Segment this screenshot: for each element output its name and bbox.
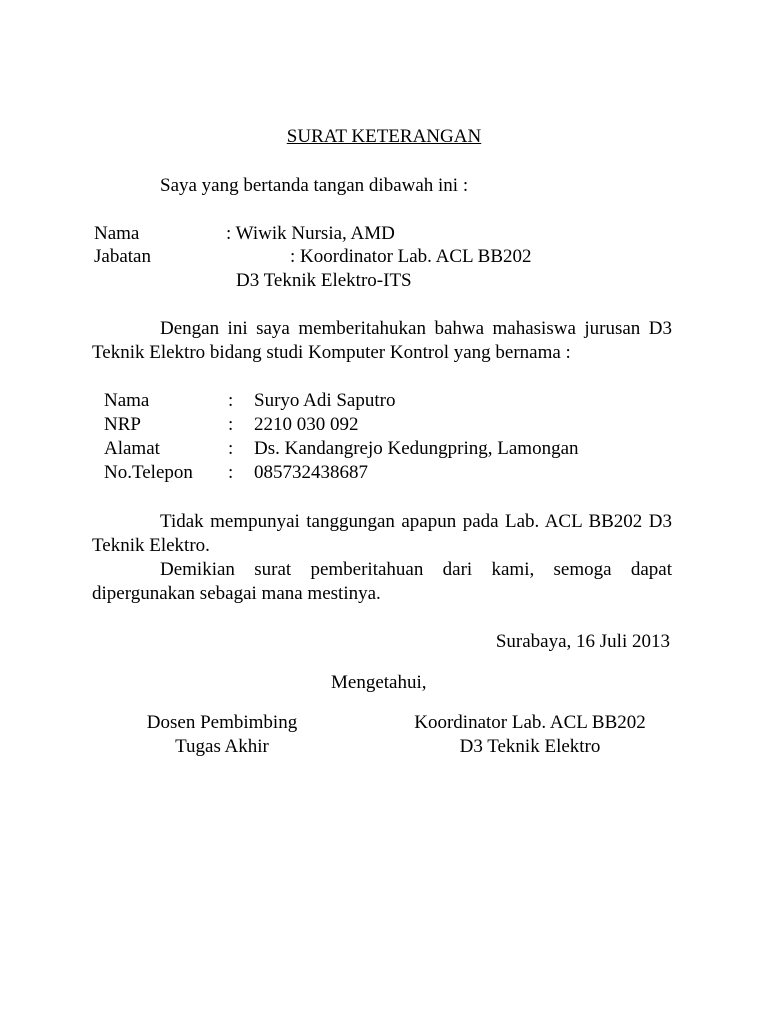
- student-row-name: [0, 389, 768, 413]
- student-row-phone: [0, 461, 768, 485]
- signatory-right-line2: D3 Teknik Elektro: [459, 736, 601, 757]
- acknowledged-label: Mengetahui,: [331, 672, 427, 693]
- row-value: 2210 030 092: [254, 414, 359, 435]
- student-row-address: [0, 437, 768, 461]
- signatory-left-line2: Tugas Akhir: [175, 736, 269, 757]
- row-value: 085732438687: [254, 462, 368, 483]
- row-label: NRP: [104, 414, 141, 435]
- intro-text: Saya yang bertanda tangan dibawah ini :: [160, 175, 469, 196]
- paragraph-closing: Demikian surat pemberitahuan dari kami, semoga dapat dipergunakan sebagai mana mestinya.: [92, 559, 672, 604]
- row-label: No.Telepon: [104, 462, 193, 483]
- student-row-nrp: [0, 413, 768, 437]
- place-date: Surabaya, 16 Juli 2013: [495, 631, 670, 652]
- paragraph-no-obligation: Tidak mempunyai tanggungan apapun pada Lab. ACL BB202 D3 Teknik Elektro.: [92, 511, 672, 556]
- row-colon: :: [228, 390, 234, 411]
- signatory-right-line1: Koordinator Lab. ACL BB202: [414, 712, 646, 733]
- row-label: Alamat: [104, 438, 160, 459]
- signatory-left-line1: Dosen Pembimbing: [146, 712, 298, 733]
- letter-title: SURAT KETERANGAN: [286, 126, 482, 147]
- signer-position-value: : Koordinator Lab. ACL BB202: [290, 246, 532, 267]
- signer-position-value-2: D3 Teknik Elektro-ITS: [236, 270, 412, 291]
- signer-name-label: Nama: [94, 223, 140, 244]
- signer-name-value: : Wiwik Nursia, AMD: [226, 223, 395, 244]
- row-value: Ds. Kandangrejo Kedungpring, Lamongan: [254, 438, 579, 459]
- row-colon: :: [228, 414, 234, 435]
- paragraph-notice: Dengan ini saya memberitahukan bahwa mahasiswa jurusan D3 Teknik Elektro bidang studi Komputer Kontrol yang bernama :: [92, 318, 672, 363]
- row-value: Suryo Adi Saputro: [254, 390, 396, 411]
- row-label: Nama: [104, 390, 150, 411]
- row-colon: :: [228, 438, 234, 459]
- row-colon: :: [228, 462, 234, 483]
- signer-position-label: Jabatan: [94, 246, 151, 267]
